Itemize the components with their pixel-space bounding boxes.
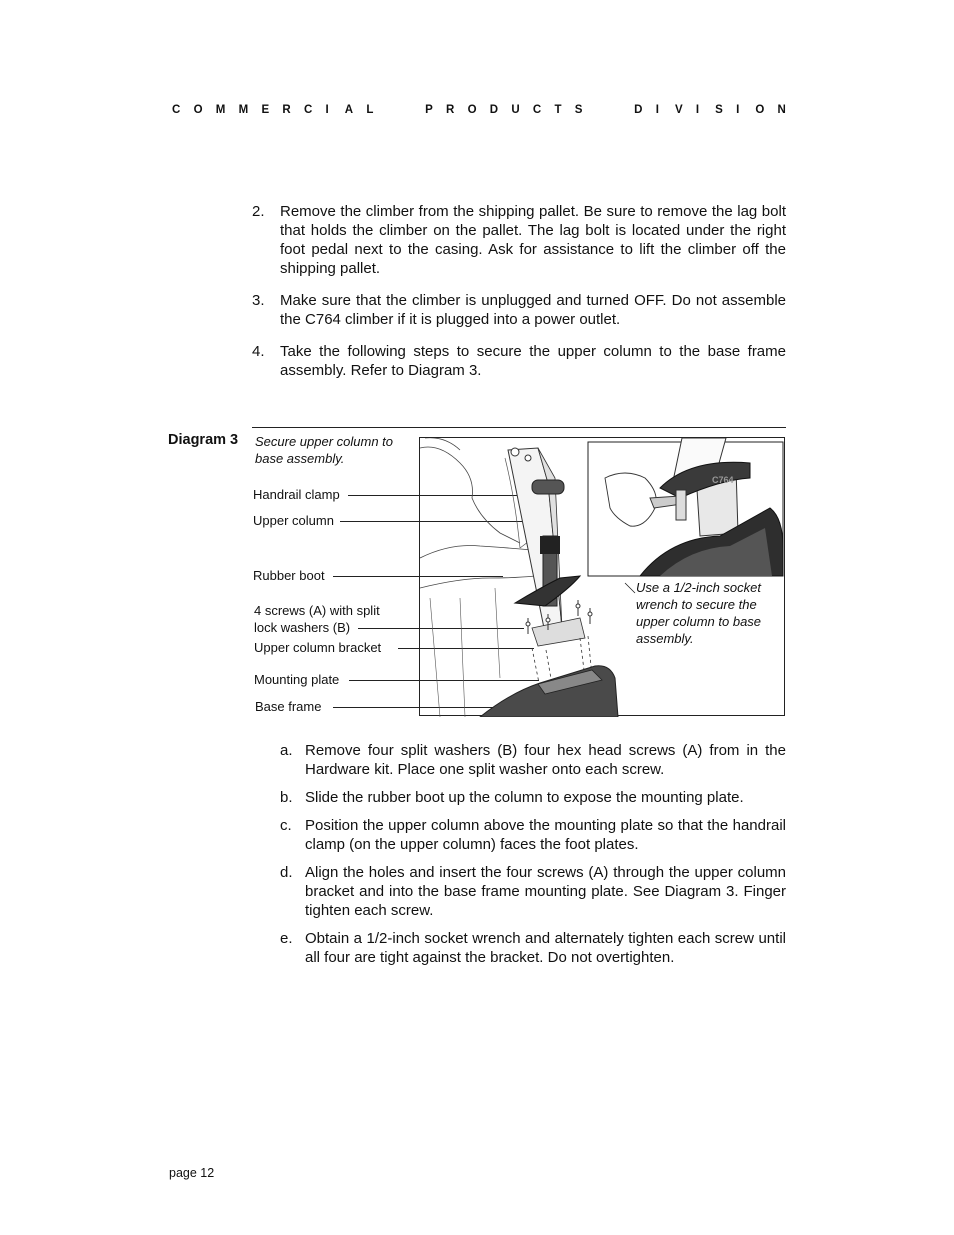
sub-step-item xyxy=(280,929,786,967)
header-letter: R xyxy=(446,104,455,116)
header-letter: U xyxy=(511,104,520,116)
inset-note: Use a 1/2-inch socket wrench to secure the upper column to base assembly. xyxy=(636,580,762,646)
header-letter: A xyxy=(344,104,354,116)
sub-step-item xyxy=(280,816,786,854)
sub-step-letter: d. xyxy=(280,864,293,881)
header-letter: S xyxy=(715,104,723,116)
sub-step-text: Position the upper column above the mounting plate so that the handrail clamp (on the upper column) faces the foot plates. xyxy=(305,817,786,853)
header-letter: O xyxy=(467,104,477,116)
header-letter: L xyxy=(366,104,374,116)
diagram-title: Diagram 3 xyxy=(168,432,239,448)
step-number: 2. xyxy=(252,203,265,220)
label-base-frame: Base frame xyxy=(255,699,322,714)
sub-step-item xyxy=(280,863,786,920)
header-letter: I xyxy=(655,104,659,116)
header-letter xyxy=(406,104,412,116)
sub-step-item xyxy=(280,788,786,807)
step-text: Remove the climber from the shipping pallet. Be sure to remove the lag bolt that holds the climber on the pallet. The lag bolt is located under the right foot pedal next to the casing. Ask for assistance to lift the climber off the shipping pallet. xyxy=(280,203,786,277)
step-number: 3. xyxy=(252,292,265,309)
header-letter: E xyxy=(261,104,270,116)
running-header xyxy=(172,104,786,116)
sub-step-text: Remove four split washers (B) four hex head screws (A) from in the Hardware kit. Place one split washer onto each screw. xyxy=(305,742,786,778)
label-rubber-boot: Rubber boot xyxy=(253,568,325,583)
sub-step-letter: e. xyxy=(280,930,293,947)
header-letter: I xyxy=(736,104,740,116)
header-letter xyxy=(615,104,621,116)
header-letter: O xyxy=(193,104,203,116)
section-divider xyxy=(252,427,786,428)
header-letter: C xyxy=(172,104,181,116)
step-text: Make sure that the climber is unplugged and turned OFF. Do not assemble the C764 climber if it is plugged into a power outlet. xyxy=(280,292,786,328)
header-letter: C xyxy=(532,104,542,116)
label-mounting-plate: Mounting plate xyxy=(254,672,340,687)
sub-step-text: Align the holes and insert the four screws (A) through the upper column bracket and into the base frame mounting plate. See Diagram 3. Finger tighten each screw. xyxy=(305,864,786,919)
sub-step-item xyxy=(280,741,786,779)
header-letter: T xyxy=(554,104,562,116)
step-item xyxy=(252,202,786,278)
header-letter: C xyxy=(303,104,313,116)
inset-model-text: C764 xyxy=(712,475,734,485)
label-screws-line2: lock washers (B) xyxy=(254,620,351,635)
header-letter: M xyxy=(238,104,249,116)
header-letter: I xyxy=(695,104,700,116)
header-letter: I xyxy=(325,104,329,116)
header-letter: M xyxy=(215,104,226,116)
header-letter xyxy=(387,104,393,116)
header-letter: R xyxy=(282,104,291,116)
header-letter: O xyxy=(755,104,765,116)
header-letter: D xyxy=(634,104,643,116)
sub-step-letter: c. xyxy=(280,817,292,834)
header-letter: V xyxy=(674,104,683,116)
sub-step-letter: b. xyxy=(280,789,293,806)
header-letter: S xyxy=(574,104,583,116)
step-item xyxy=(252,291,786,329)
header-letter: N xyxy=(777,104,786,116)
assembly-illustration xyxy=(419,437,785,716)
label-upper-column: Upper column xyxy=(253,513,334,528)
header-letter xyxy=(596,104,602,116)
label-screws-line1: 4 screws (A) with split xyxy=(254,603,380,618)
header-letter: P xyxy=(425,104,433,116)
label-handrail-clamp: Handrail clamp xyxy=(253,487,340,502)
step-number: 4. xyxy=(252,343,265,360)
assembly-steps xyxy=(252,202,786,393)
sub-step-text: Slide the rubber boot up the column to expose the mounting plate. xyxy=(305,789,744,806)
sub-steps xyxy=(280,741,786,976)
sub-step-letter: a. xyxy=(280,742,293,759)
step-item xyxy=(252,342,786,380)
page-number: page 12 xyxy=(169,1166,215,1180)
sub-step-text: Obtain a 1/2-inch socket wrench and alternately tighten each screw until all four are tight against the bracket. Do not overtighten. xyxy=(305,930,786,966)
diagram-caption: Secure upper column to base assembly. xyxy=(255,434,394,466)
step-text: Take the following steps to secure the upper column to the base frame assembly. Refer to Diagram 3. xyxy=(280,343,786,379)
climber-drawing xyxy=(420,438,786,717)
label-upper-column-bracket: Upper column bracket xyxy=(254,640,382,655)
header-letter: D xyxy=(489,104,499,116)
